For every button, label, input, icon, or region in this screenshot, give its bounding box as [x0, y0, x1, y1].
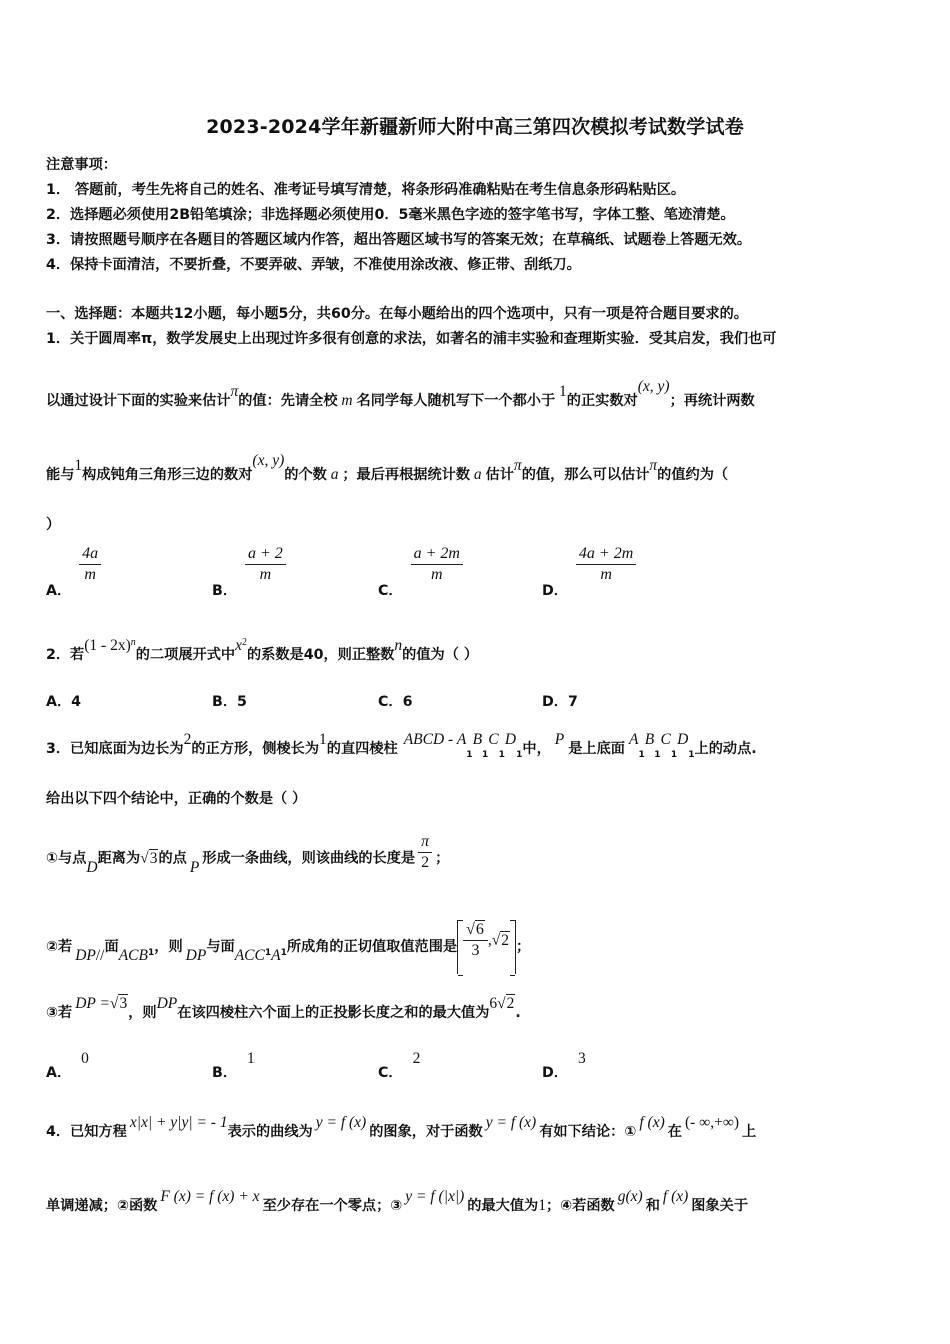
q4-line1: 4．已知方程x|x| + y|y| = - 1表示的曲线为y = f (x)的图象，对于函数y = f (x)有如下结论：①f (x)在(- ∞,+∞)上 [46, 1114, 757, 1140]
notice-item: 2．选择题必须使用2B铅笔填涂；非选择题必须使用0．5毫米黑色字迹的签字笔书写，字体工整、笔迹清楚。 [46, 207, 735, 223]
fraction: $\frac{\pi}{2}$ [418, 832, 432, 873]
q2-option-b[interactable]: B．5 [212, 694, 247, 710]
section-heading: 一、选择题：本题共12小题，每小题5分，共60分。在每小题给出的四个选项中，只有一项是符合题目要求的。 [46, 306, 748, 322]
q3-option-c[interactable]: C．2 [378, 1050, 421, 1081]
q2-option-c[interactable]: C．6 [378, 694, 413, 710]
q1-line2: 以通过设计下面的实验来估计π的值：先请全校 m 名同学每人随机写下一个都小于 1的正实数对(x, y)；再统计两数 [46, 378, 755, 409]
q3-conclusion-3: ③若DP =√3，则DP在该四棱柱六个面上的正投影长度之和的最大值为6√2. [46, 995, 521, 1021]
fraction: $\frac{√6}{3}$ [463, 920, 488, 961]
q1-option-c[interactable]: C． $\frac{a + 2m}{m}$ [378, 544, 466, 585]
notice-item: 1． 答题前，考生先将自己的姓名、准考证号填写清楚，将条形码准确粘贴在考生信息条形码粘贴区。 [46, 182, 686, 198]
notice-item: 4．保持卡面清洁，不要折叠，不要弄破、弄皱，不准使用涂改液、修正带、刮纸刀。 [46, 257, 581, 273]
q3-stem: 3．已知底面为边长为2的正方形，侧棱长为1的直四棱柱ABCD - $A_1B_1C_1D_1$中，P是上底面$A_1B_1C_1D_1$上的动点. [46, 731, 757, 760]
q3-option-d[interactable]: D．3 [542, 1050, 586, 1081]
q1-line3: 能与1构成钝角三角形三边的数对(x, y)的个数 a ；最后再根据统计数 a 估计π的值，那么可以估计π的值约为（ [46, 452, 729, 483]
q1-line4: ） [46, 517, 61, 533]
q2-option-d[interactable]: D．7 [542, 694, 578, 710]
q3-conclusion-1: ①与点D距离为√3的点 P 形成一条曲线，则该曲线的长度是 $\frac{\pi}{2}$ ； [46, 833, 450, 876]
q1-option-b[interactable]: B． $\frac{a + 2}{m}$ [212, 544, 289, 585]
fraction: $\frac{a + 2m}{m}$ [411, 544, 463, 585]
q1-option-d[interactable]: D． $\frac{4a + 2m}{m}$ [542, 544, 639, 585]
fraction: $\frac{a + 2}{m}$ [245, 544, 286, 585]
q1-line1: 1．关于圆周率π，数学发展史上出现过许多很有创意的求法，如著名的浦丰实验和查理斯实验．受其启发，我们也可 [46, 331, 777, 347]
q3-option-b[interactable]: B．1 [212, 1050, 255, 1081]
q3-conclusion-2: ②若 DP//面$ACB_1$，则 DP与面$ACC_1A_1$所成角的正切值取值范围是 $\frac{√6}{3}$ ,√2 ； [46, 920, 530, 974]
notice-heading: 注意事项： [46, 157, 117, 173]
q2-option-a[interactable]: A．4 [46, 694, 82, 710]
q3-line2: 给出以下四个结论中，正确的个数是（ ） [46, 791, 307, 807]
q1-option-a[interactable]: A． $\frac{4a}{m}$ [46, 544, 104, 585]
q2-stem: 2．若(1 - 2x)$^n$的二项展开式中$x^2$的系数是40，则正整数n的值为（ ） [46, 637, 479, 663]
interval-bracket: $\frac{√6}{3}$ ,√2 [457, 920, 516, 974]
q3-option-a[interactable]: A．0 [46, 1050, 89, 1081]
page-title: 2023-2024学年新疆新师大附中高三第四次模拟考试数学试卷 [206, 116, 744, 138]
fraction: $\frac{4a + 2m}{m}$ [576, 544, 636, 585]
q4-line2: 单调递减；②函数F (x) = f (x) + x至少存在一个零点；③y = f (|x|)的最大值为1；④若函数g(x)和f (x)图象关于 [46, 1188, 749, 1214]
fraction: $\frac{4a}{m}$ [79, 544, 101, 585]
notice-item: 3．请按照题号顺序在各题目的答题区域内作答，超出答题区域书写的答案无效；在草稿纸、试题卷上答题无效。 [46, 232, 752, 248]
